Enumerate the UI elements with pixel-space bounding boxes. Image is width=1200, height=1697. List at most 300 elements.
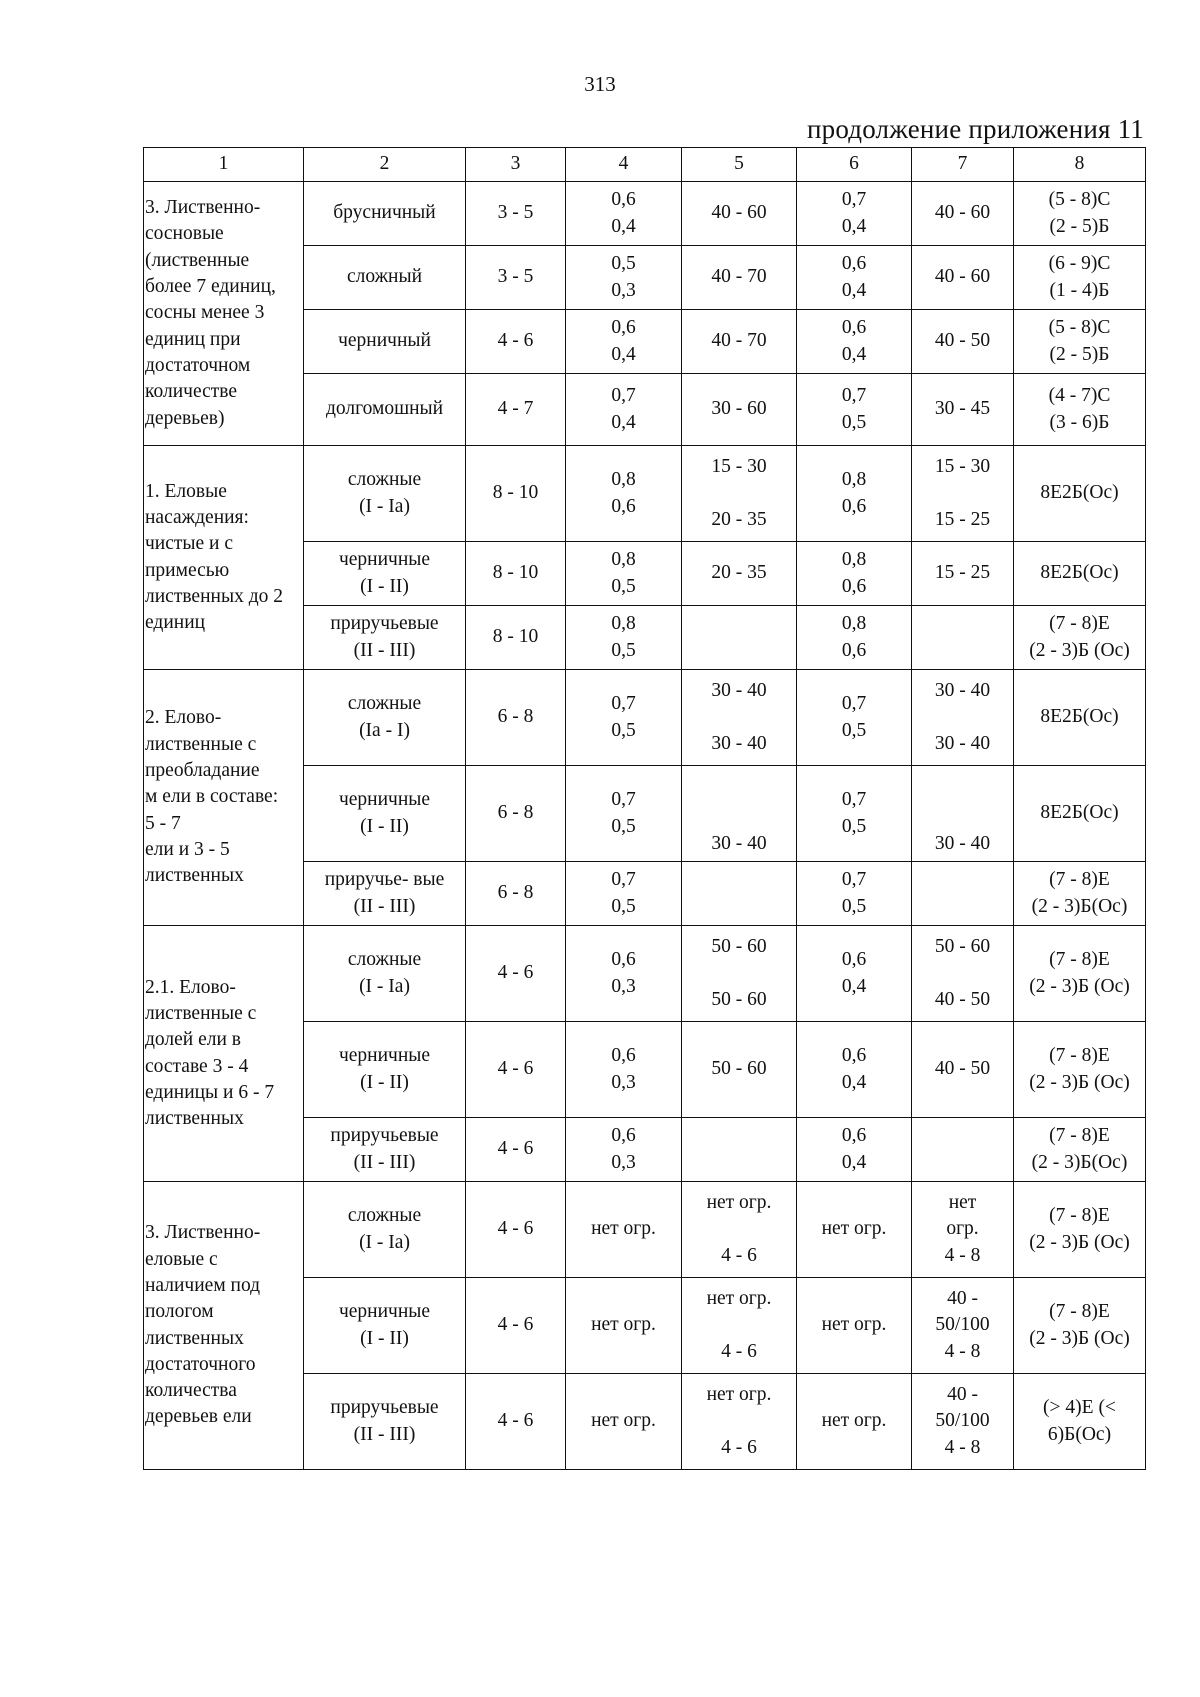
cell-line: еловые с bbox=[145, 1248, 218, 1270]
forest-subtype: (I - Ia) bbox=[359, 975, 410, 997]
cell-line: 40 - 50 bbox=[934, 988, 991, 1010]
forest-type: долгомошный bbox=[325, 398, 444, 420]
cell-line: (2 - 3)Б(Ос) bbox=[1031, 895, 1128, 917]
cell-line: 0,6 bbox=[611, 949, 636, 971]
forest-type-cell bbox=[304, 1182, 466, 1278]
forest-type: черничные bbox=[338, 789, 431, 811]
c5-cell bbox=[682, 670, 797, 766]
c8-cell bbox=[1014, 1182, 1146, 1278]
cell-line: 0,8 bbox=[611, 613, 636, 635]
c4-cell bbox=[566, 1022, 682, 1118]
col3-cell: 4 - 6 bbox=[466, 1182, 566, 1278]
cell-line: сосновые bbox=[145, 223, 224, 245]
cell-line: 40 - 60 bbox=[934, 202, 991, 224]
cell-line: 0,5 bbox=[611, 895, 636, 917]
cell-line: 0,4 bbox=[611, 215, 636, 237]
col3-cell: 4 - 7 bbox=[466, 374, 566, 446]
c8-cell bbox=[1014, 862, 1146, 926]
cell-line: ели и 3 - 5 bbox=[145, 838, 230, 860]
col3-cell: 8 - 10 bbox=[466, 542, 566, 606]
cell-line: 0,8 bbox=[611, 549, 636, 571]
col3-cell: 4 - 6 bbox=[466, 1374, 566, 1470]
c6-cell bbox=[797, 1182, 912, 1278]
c8-cell bbox=[1014, 542, 1146, 606]
cell-line: нет огр. bbox=[591, 1314, 656, 1336]
cell-line: 0,4 bbox=[841, 1151, 867, 1173]
c6-cell bbox=[797, 606, 912, 670]
forest-type-cell bbox=[304, 310, 466, 374]
c6-cell bbox=[797, 374, 912, 446]
header-row bbox=[144, 148, 1146, 182]
c6-cell bbox=[797, 1118, 912, 1182]
cell-line: 20 - 35 bbox=[711, 562, 767, 584]
cell-line: 40 - 50 bbox=[934, 330, 991, 352]
cell-line: единиц bbox=[145, 612, 206, 634]
cell-line: 30 - 60 bbox=[711, 398, 767, 420]
c4-cell bbox=[566, 1118, 682, 1182]
c6-cell bbox=[797, 310, 912, 374]
cell-line: 50 - 60 bbox=[711, 936, 767, 958]
continuation-caption: продолжение приложения 11 bbox=[807, 114, 1144, 144]
cell-line: 0,6 bbox=[841, 1125, 867, 1147]
c7-cell bbox=[912, 446, 1014, 542]
cell-line: 4 - 8 bbox=[944, 1436, 981, 1458]
cell-line: (6 - 9)С bbox=[1048, 253, 1111, 275]
forest-subtype: (II - III) bbox=[353, 895, 416, 917]
cell-line: 50/100 bbox=[935, 1314, 990, 1336]
cell-line: 0,5 bbox=[611, 575, 636, 597]
c4-cell bbox=[566, 862, 682, 926]
cell-line: (7 - 8)Е bbox=[1049, 869, 1110, 891]
cell-line: 50 - 60 bbox=[711, 1058, 767, 1080]
c8-cell bbox=[1014, 1022, 1146, 1118]
cell-line: 50/100 bbox=[935, 1410, 990, 1432]
col3-cell: 4 - 6 bbox=[466, 310, 566, 374]
cell-line: нет огр. bbox=[591, 1218, 656, 1240]
c7-cell bbox=[912, 766, 1014, 862]
cell-line: 40 - 60 bbox=[934, 266, 991, 288]
cell-line: 0,5 bbox=[611, 719, 636, 741]
cell-line: 1. Еловые bbox=[145, 480, 227, 502]
c8-cell bbox=[1014, 1118, 1146, 1182]
cell-line: (> 4)Е (< bbox=[1043, 1397, 1116, 1419]
cell-line: нет огр. bbox=[821, 1218, 887, 1240]
cell-line: единиц при bbox=[145, 328, 241, 350]
col3-cell: 4 - 6 bbox=[466, 1278, 566, 1374]
c4-cell bbox=[566, 446, 682, 542]
c5-cell bbox=[682, 246, 797, 310]
c8-cell bbox=[1014, 374, 1146, 446]
forest-type-cell bbox=[304, 182, 466, 246]
header-cell: 6 bbox=[797, 148, 912, 182]
col3-cell: 6 - 8 bbox=[466, 670, 566, 766]
cell-line: 0,8 bbox=[841, 613, 867, 635]
cell-line: 0,8 bbox=[841, 469, 867, 491]
forest-subtype: (I - II) bbox=[360, 1071, 409, 1093]
forest-type: сложный bbox=[346, 266, 423, 288]
cell-line: примесью bbox=[145, 559, 230, 581]
cell-line: (2 - 3)Б(Ос) bbox=[1031, 1151, 1128, 1173]
forest-subtype: (II - III) bbox=[353, 639, 416, 661]
cell-line: 0,5 bbox=[841, 815, 867, 837]
cell-line: (7 - 8)Е bbox=[1049, 949, 1110, 971]
cell-line: (2 - 3)Б (Ос) bbox=[1029, 975, 1130, 997]
forest-type-cell bbox=[304, 1118, 466, 1182]
cell-line: 0,7 bbox=[841, 869, 867, 891]
cell-line: 0,6 bbox=[611, 189, 636, 211]
c4-cell bbox=[566, 766, 682, 862]
cell-line: 8Е2Б(Ос) bbox=[1040, 802, 1119, 824]
c6-cell bbox=[797, 1278, 912, 1374]
cell-line: 30 - 40 bbox=[934, 680, 991, 702]
cell-line: (5 - 8)С bbox=[1048, 317, 1111, 339]
cell-line: 0,6 bbox=[841, 1045, 867, 1067]
c8-cell bbox=[1014, 1374, 1146, 1470]
c5-cell bbox=[682, 606, 797, 670]
cell-line: насаждения: bbox=[145, 506, 249, 528]
cell-line: наличием под bbox=[145, 1274, 261, 1296]
c5-cell bbox=[682, 1022, 797, 1118]
c7-cell bbox=[912, 246, 1014, 310]
c4-cell bbox=[566, 1182, 682, 1278]
cell-line: нет bbox=[948, 1192, 977, 1214]
cell-line: деревьев ели bbox=[145, 1406, 252, 1428]
cell-line: количества bbox=[145, 1380, 237, 1402]
cell-line: (7 - 8)Е bbox=[1049, 1301, 1110, 1323]
cell-line: лиственных до 2 bbox=[145, 585, 283, 607]
c7-cell bbox=[912, 1374, 1014, 1470]
cell-line: (7 - 8)Е bbox=[1049, 1125, 1110, 1147]
c5-cell bbox=[682, 1118, 797, 1182]
cell-line: (4 - 7)С bbox=[1048, 385, 1111, 407]
cell-line: 40 - 70 bbox=[711, 266, 767, 288]
header-cell: 5 bbox=[682, 148, 797, 182]
cell-line: нет огр. bbox=[821, 1314, 887, 1336]
cell-line: 0,6 bbox=[611, 1125, 636, 1147]
cell-line: 30 - 40 bbox=[711, 732, 767, 754]
cell-line: 0,4 bbox=[611, 343, 636, 365]
appendix-table bbox=[143, 147, 1146, 1470]
cell-line: 2. Елово- bbox=[145, 707, 222, 729]
cell-line: деревьев) bbox=[145, 407, 225, 429]
cell-line: нет огр. bbox=[706, 1384, 772, 1406]
cell-line: 0,7 bbox=[841, 789, 867, 811]
header-cell: 7 bbox=[912, 148, 1014, 182]
col3-cell: 4 - 6 bbox=[466, 926, 566, 1022]
cell-line: (2 - 3)Б (Ос) bbox=[1029, 1231, 1130, 1253]
c4-cell bbox=[566, 1374, 682, 1470]
forest-type-cell bbox=[304, 246, 466, 310]
cell-line: количестве bbox=[145, 381, 238, 403]
forest-type-cell bbox=[304, 1374, 466, 1470]
cell-line: 0,5 bbox=[841, 719, 867, 741]
cell-line: 0,7 bbox=[841, 693, 867, 715]
c6-cell bbox=[797, 1022, 912, 1118]
cell-line: чистые и с bbox=[145, 533, 234, 555]
forest-subtype: (I - Ia) bbox=[359, 495, 410, 517]
cell-line: 4 - 6 bbox=[721, 1340, 757, 1362]
cell-line: 50 - 60 bbox=[711, 988, 767, 1010]
cell-line: 0,4 bbox=[841, 215, 867, 237]
cell-line: нет огр. bbox=[706, 1288, 772, 1310]
forest-subtype: (I - II) bbox=[360, 1327, 409, 1349]
cell-line: 0,6 bbox=[841, 949, 867, 971]
forest-type-cell bbox=[304, 374, 466, 446]
forest-type: черничные bbox=[338, 1045, 431, 1067]
cell-line: м ели в составе: bbox=[145, 786, 279, 808]
c8-cell bbox=[1014, 310, 1146, 374]
col3-cell: 6 - 8 bbox=[466, 862, 566, 926]
c5-cell bbox=[682, 1374, 797, 1470]
cell-line: 15 - 25 bbox=[934, 562, 991, 584]
cell-line: (лиственные bbox=[145, 249, 250, 271]
c6-cell bbox=[797, 766, 912, 862]
cell-line: 15 - 30 bbox=[934, 456, 991, 478]
cell-line: 0,5 bbox=[611, 253, 636, 275]
cell-line: 8Е2Б(Ос) bbox=[1040, 562, 1119, 584]
cell-line: 0,5 bbox=[841, 411, 867, 433]
c8-cell bbox=[1014, 926, 1146, 1022]
c6-cell bbox=[797, 542, 912, 606]
forest-type: приручьевые bbox=[330, 1397, 439, 1419]
cell-line: 2.1. Елово- bbox=[145, 976, 236, 998]
cell-line: 0,4 bbox=[841, 975, 867, 997]
forest-type: приручье- вые bbox=[324, 869, 445, 891]
forest-type: черничный bbox=[338, 330, 431, 352]
cell-line: 30 - 40 bbox=[934, 732, 991, 754]
cell-line: 30 - 45 bbox=[934, 398, 991, 420]
cell-line: 0,6 bbox=[611, 317, 636, 339]
cell-line: 0,6 bbox=[841, 495, 867, 517]
table-row bbox=[144, 1182, 1146, 1278]
cell-line: составе 3 - 4 bbox=[145, 1055, 249, 1077]
c7-cell bbox=[912, 310, 1014, 374]
page-number: 313 bbox=[584, 72, 616, 96]
cell-line: лиственных bbox=[145, 1327, 244, 1349]
c4-cell bbox=[566, 246, 682, 310]
forest-type: брусничный bbox=[333, 202, 436, 224]
forest-subtype: (II - III) bbox=[353, 1151, 416, 1173]
forest-subtype: (I - II) bbox=[360, 815, 409, 837]
cell-line: 40 - 70 bbox=[711, 330, 767, 352]
forest-type-cell bbox=[304, 606, 466, 670]
cell-line: нет огр. bbox=[706, 1192, 772, 1214]
c4-cell bbox=[566, 926, 682, 1022]
cell-line: 0,7 bbox=[841, 189, 867, 211]
cell-line: 0,4 bbox=[841, 1071, 867, 1093]
header-cell: 8 bbox=[1014, 148, 1146, 182]
col3-cell: 4 - 6 bbox=[466, 1022, 566, 1118]
cell-line: 0,6 bbox=[611, 495, 636, 517]
cell-line: (2 - 3)Б (Ос) bbox=[1029, 639, 1130, 661]
c7-cell bbox=[912, 1118, 1014, 1182]
cell-line: лиственных bbox=[145, 1108, 244, 1130]
cell-line: 8Е2Б(Ос) bbox=[1040, 706, 1119, 728]
group-label-cell bbox=[144, 1182, 304, 1470]
c5-cell bbox=[682, 310, 797, 374]
col3-cell: 8 - 10 bbox=[466, 446, 566, 542]
cell-line: 5 - 7 bbox=[145, 812, 181, 834]
header-cell: 1 bbox=[144, 148, 304, 182]
col3-cell: 4 - 6 bbox=[466, 1118, 566, 1182]
cell-line: 4 - 8 bbox=[944, 1340, 981, 1362]
cell-line: (2 - 5)Б bbox=[1049, 343, 1110, 365]
cell-line: 0,8 bbox=[841, 549, 867, 571]
table-row bbox=[144, 446, 1146, 542]
forest-type: сложные bbox=[347, 693, 422, 715]
cell-line: 3. Лиственно- bbox=[145, 197, 261, 219]
c7-cell bbox=[912, 374, 1014, 446]
c7-cell bbox=[912, 1278, 1014, 1374]
cell-line: огр. bbox=[946, 1218, 979, 1240]
cell-line: 40 - bbox=[947, 1288, 978, 1310]
forest-type-cell bbox=[304, 446, 466, 542]
cell-line: 0,5 bbox=[611, 815, 636, 837]
cell-line: достаточном bbox=[145, 354, 251, 376]
c8-cell bbox=[1014, 606, 1146, 670]
cell-line: 0,6 bbox=[841, 639, 867, 661]
c6-cell bbox=[797, 862, 912, 926]
cell-line: 0,4 bbox=[841, 279, 867, 301]
c5-cell bbox=[682, 374, 797, 446]
cell-line: достаточного bbox=[145, 1353, 256, 1375]
cell-line: 30 - 40 bbox=[711, 832, 767, 854]
c7-cell bbox=[912, 606, 1014, 670]
cell-line: 0,6 bbox=[611, 1045, 636, 1067]
forest-type-cell bbox=[304, 766, 466, 862]
cell-line: 15 - 30 bbox=[711, 456, 767, 478]
cell-line: единицы и 6 - 7 bbox=[145, 1081, 275, 1103]
c8-cell bbox=[1014, 446, 1146, 542]
cell-line: 0,3 bbox=[611, 975, 636, 997]
c7-cell bbox=[912, 862, 1014, 926]
cell-line: (3 - 6)Б bbox=[1049, 411, 1110, 433]
c7-cell bbox=[912, 670, 1014, 766]
group-label-cell bbox=[144, 926, 304, 1182]
forest-type: сложные bbox=[347, 1205, 422, 1227]
forest-type: сложные bbox=[347, 949, 422, 971]
forest-subtype: (I - Ia) bbox=[359, 1231, 410, 1253]
cell-line: (7 - 8)Е bbox=[1049, 1045, 1110, 1067]
forest-type-cell bbox=[304, 862, 466, 926]
c4-cell bbox=[566, 374, 682, 446]
forest-type-cell bbox=[304, 926, 466, 1022]
header-cell: 4 bbox=[566, 148, 682, 182]
c5-cell bbox=[682, 542, 797, 606]
forest-type-cell bbox=[304, 1278, 466, 1374]
group-label-cell bbox=[144, 446, 304, 670]
cell-line: лиственные с bbox=[145, 733, 257, 755]
header-cell: 3 bbox=[466, 148, 566, 182]
c6-cell bbox=[797, 182, 912, 246]
cell-line: нет огр. bbox=[821, 1410, 887, 1432]
cell-line: сосны менее 3 bbox=[145, 302, 265, 324]
c7-cell bbox=[912, 1022, 1014, 1118]
c7-cell bbox=[912, 182, 1014, 246]
cell-line: пологом bbox=[145, 1301, 214, 1323]
c5-cell bbox=[682, 1182, 797, 1278]
cell-line: (2 - 5)Б bbox=[1049, 215, 1110, 237]
forest-type-cell bbox=[304, 542, 466, 606]
c8-cell bbox=[1014, 182, 1146, 246]
table-row bbox=[144, 182, 1146, 246]
cell-line: 0,3 bbox=[611, 1151, 636, 1173]
c6-cell bbox=[797, 1374, 912, 1470]
c4-cell bbox=[566, 542, 682, 606]
cell-line: 0,5 bbox=[611, 639, 636, 661]
cell-line: 40 - 50 bbox=[934, 1058, 991, 1080]
cell-line: 0,3 bbox=[611, 1071, 636, 1093]
c4-cell bbox=[566, 182, 682, 246]
c5-cell bbox=[682, 926, 797, 1022]
cell-line: 0,7 bbox=[611, 869, 636, 891]
forest-type: черничные bbox=[338, 549, 431, 571]
cell-line: 15 - 25 bbox=[934, 508, 991, 530]
cell-line: 0,7 bbox=[611, 385, 636, 407]
group-label-cell bbox=[144, 182, 304, 446]
cell-line: 30 - 40 bbox=[711, 680, 767, 702]
cell-line: (2 - 3)Б (Ос) bbox=[1029, 1071, 1130, 1093]
col3-cell: 6 - 8 bbox=[466, 766, 566, 862]
col3-cell: 8 - 10 bbox=[466, 606, 566, 670]
cell-line: 3. Лиственно- bbox=[145, 1222, 261, 1244]
c4-cell bbox=[566, 670, 682, 766]
c5-cell bbox=[682, 446, 797, 542]
cell-line: 0,7 bbox=[611, 789, 636, 811]
cell-line: 4 - 8 bbox=[944, 1244, 981, 1266]
c6-cell bbox=[797, 446, 912, 542]
c8-cell bbox=[1014, 246, 1146, 310]
forest-type: сложные bbox=[347, 469, 422, 491]
cell-line: 40 - 60 bbox=[711, 202, 767, 224]
c7-cell bbox=[912, 926, 1014, 1022]
c8-cell bbox=[1014, 766, 1146, 862]
col3-cell: 3 - 5 bbox=[466, 182, 566, 246]
group-label-cell bbox=[144, 670, 304, 926]
c5-cell bbox=[682, 1278, 797, 1374]
cell-line: нет огр. bbox=[591, 1410, 656, 1432]
c4-cell bbox=[566, 606, 682, 670]
cell-line: 0,6 bbox=[841, 317, 867, 339]
cell-line: долей ели в bbox=[145, 1029, 242, 1051]
table-row bbox=[144, 926, 1146, 1022]
cell-line: 0,3 bbox=[611, 279, 636, 301]
forest-subtype: (I - II) bbox=[360, 575, 409, 597]
cell-line: 0,7 bbox=[841, 385, 867, 407]
cell-line: 0,7 bbox=[611, 693, 636, 715]
cell-line: (7 - 8)Е bbox=[1049, 1205, 1110, 1227]
c5-cell bbox=[682, 766, 797, 862]
cell-line: (5 - 8)С bbox=[1048, 189, 1111, 211]
c5-cell bbox=[682, 862, 797, 926]
cell-line: 30 - 40 bbox=[934, 832, 991, 854]
forest-type-cell bbox=[304, 670, 466, 766]
cell-line: 50 - 60 bbox=[934, 936, 991, 958]
c6-cell bbox=[797, 670, 912, 766]
cell-line: 0,6 bbox=[841, 253, 867, 275]
forest-type: приручьевые bbox=[330, 1125, 439, 1147]
c8-cell bbox=[1014, 670, 1146, 766]
c4-cell bbox=[566, 310, 682, 374]
c6-cell bbox=[797, 926, 912, 1022]
cell-line: 0,4 bbox=[611, 411, 636, 433]
header-cell: 2 bbox=[304, 148, 466, 182]
cell-line: 0,8 bbox=[611, 469, 636, 491]
cell-line: лиственных bbox=[145, 865, 244, 887]
cell-line: 20 - 35 bbox=[711, 508, 767, 530]
forest-type: черничные bbox=[338, 1301, 431, 1323]
cell-line: (7 - 8)Е bbox=[1049, 613, 1110, 635]
